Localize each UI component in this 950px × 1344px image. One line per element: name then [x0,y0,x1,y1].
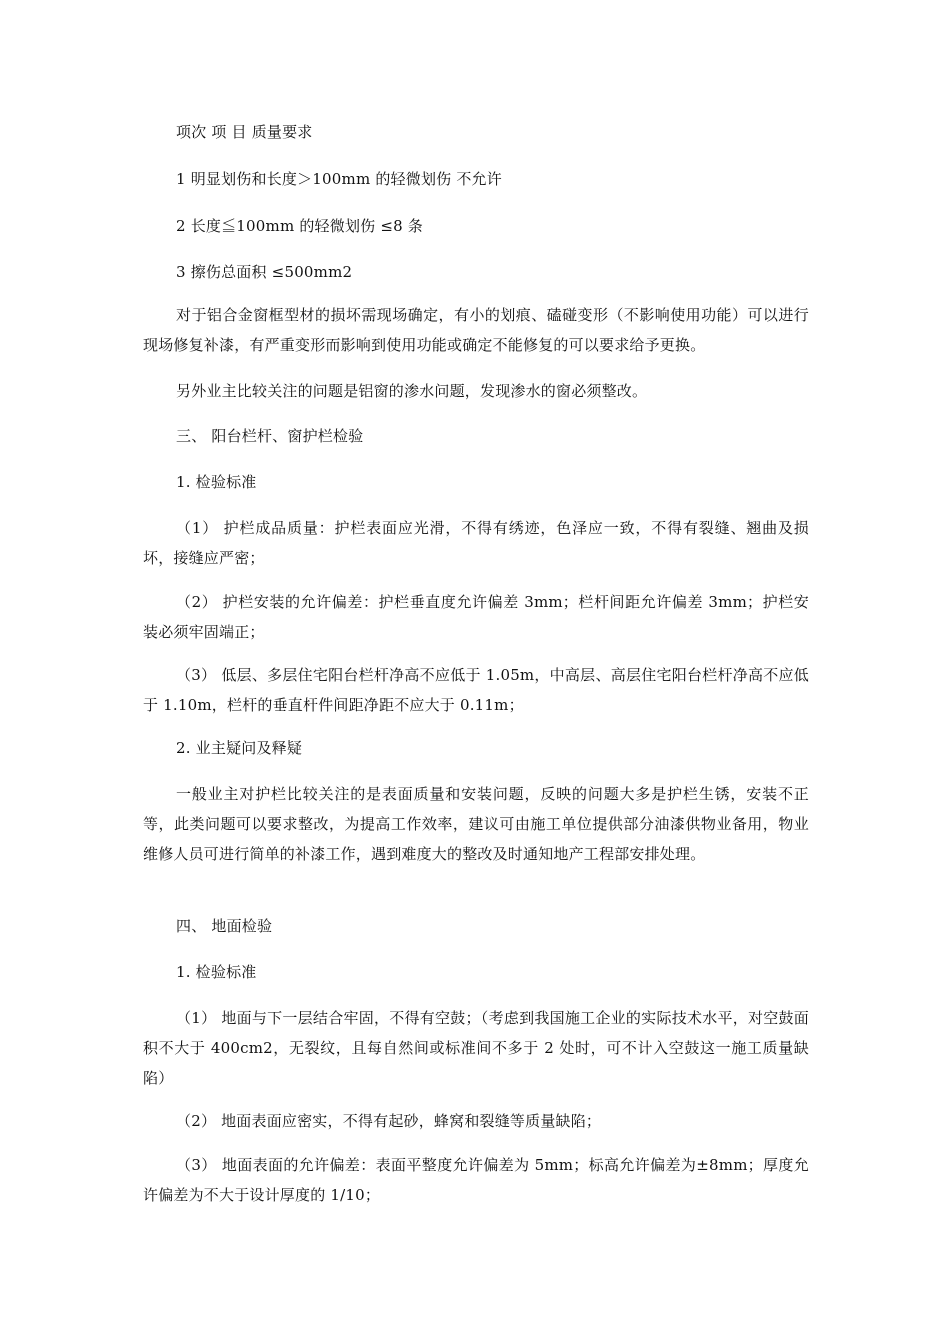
section-4-item-1-text: （1） 地面与下一层结合牢固，不得有空鼓；（考虑到我国施工企业的实际技术水平，对空鼓面积不大于 400cm2，无裂纹，且每自然间或标准间不多于 2 处时，可不计入空鼓这一施工质量缺陷） [143,1009,809,1087]
section-3-item-1 [143,513,809,573]
section-4-title: 四、 地面检验 [176,917,273,935]
section-4-item-1 [143,1003,809,1093]
section-3-item-2 [143,587,809,647]
section-3-item-1-text: （1） 护栏成品质量：护栏表面应光滑，不得有绣迹，色泽应一致，不得有裂缝、翘曲及损坏，接缝应严密； [143,519,809,567]
paragraph-frame-damage-text: 对于铝合金窗框型材的损坏需现场确定，有小的划痕、磕碰变形（不影响使用功能）可以进行现场修复补漆，有严重变形而影响到使用功能或确定不能修复的可以要求给予更换。 [143,306,809,354]
paragraph-leak: 另外业主比较关注的问题是铝窗的渗水问题，发现渗水的窗必须整改。 [176,382,648,400]
table-header-line: 项次 项 目 质量要求 [176,123,313,141]
section-3-subheading-2: 2. 业主疑问及释疑 [176,739,303,757]
section-3-subheading-1: 1. 检验标准 [176,473,257,491]
table-row-2: 2 长度≦100mm 的轻微划伤 ≤8 条 [176,217,424,235]
paragraph-frame-damage [143,300,809,360]
section-4-item-3-text: （3） 地面表面的允许偏差：表面平整度允许偏差为 5mm；标高允许偏差为±8mm；厚度允许偏差为不大于设计厚度的 1/10； [143,1156,809,1204]
section-4-item-3 [143,1150,809,1210]
section-3-title: 三、 阳台栏杆、窗护栏检验 [176,427,364,445]
section-3-item-3 [143,660,809,720]
section-3-paragraph-text: 一般业主对护栏比较关注的是表面质量和安装问题，反映的问题大多是护栏生锈，安装不正等，此类问题可以要求整改，为提高工作效率，建议可由施工单位提供部分油漆供物业备用，物业维修人员可进行简单的补漆工作，遇到难度大的整改及时通知地产工程部安排处理。 [143,785,809,863]
table-row-1: 1 明显划伤和长度＞100mm 的轻微划伤 不允许 [176,170,502,188]
section-4-item-2: （2） 地面表面应密实，不得有起砂，蜂窝和裂缝等质量缺陷； [176,1112,602,1130]
section-4-subheading-1: 1. 检验标准 [176,963,257,981]
section-3-item-3-text: （3） 低层、多层住宅阳台栏杆净高不应低于 1.05m，中高层、高层住宅阳台栏杆净高不应低于 1.10m，栏杆的垂直杆件间距净距不应大于 0.11m； [143,666,809,714]
table-row-3: 3 擦伤总面积 ≤500mm2 [176,263,353,281]
section-3-item-2-text: （2） 护栏安装的允许偏差：护栏垂直度允许偏差 3mm；栏杆间距允许偏差 3mm；护栏安装必须牢固端正； [143,593,809,641]
section-3-paragraph [143,779,809,869]
